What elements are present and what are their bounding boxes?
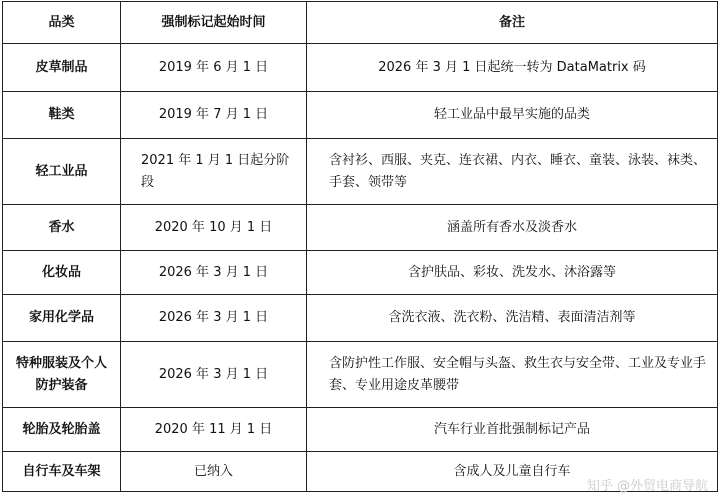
category-cell: 化妆品 — [3, 251, 121, 295]
table-row — [3, 342, 718, 408]
note-cell: 含护肤品、彩妆、洗发水、沐浴露等 — [307, 251, 718, 295]
header-row — [3, 2, 718, 44]
category-cell: 轻工业品 — [3, 139, 121, 205]
header-category: 品类 — [3, 2, 121, 44]
start-time-cell: 已纳入 — [121, 452, 307, 492]
note-cell: 涵盖所有香水及淡香水 — [307, 205, 718, 251]
table-row — [3, 295, 718, 342]
category-cell: 香水 — [3, 205, 121, 251]
start-time-cell: 2026 年 3 月 1 日 — [121, 251, 307, 295]
table-row — [3, 205, 718, 251]
table-row — [3, 408, 718, 452]
category-cell: 家用化学品 — [3, 295, 121, 342]
category-cell: 特种服装及个人防护装备 — [3, 342, 121, 408]
note-cell: 2026 年 3 月 1 日起统一转为 DataMatrix 码 — [307, 44, 718, 92]
table-row — [3, 92, 718, 139]
start-time-cell: 2021 年 1 月 1 日起分阶段 — [121, 139, 307, 205]
category-cell: 鞋类 — [3, 92, 121, 139]
note-cell: 含洗衣液、洗衣粉、洗洁精、表面清洁剂等 — [307, 295, 718, 342]
category-cell: 皮草制品 — [3, 44, 121, 92]
note-cell: 含成人及儿童自行车 — [307, 452, 718, 492]
note-cell: 轻工业品中最早实施的品类 — [307, 92, 718, 139]
note-cell: 汽车行业首批强制标记产品 — [307, 408, 718, 452]
table-row — [3, 139, 718, 205]
note-cell: 含衬衫、西服、夹克、连衣裙、内衣、睡衣、童装、泳装、袜类、手套、领带等 — [307, 139, 718, 205]
table-row — [3, 251, 718, 295]
header-note: 备注 — [307, 2, 718, 44]
table-row — [3, 44, 718, 92]
header-start-time: 强制标记起始时间 — [121, 2, 307, 44]
category-cell: 轮胎及轮胎盖 — [3, 408, 121, 452]
note-cell: 含防护性工作服、安全帽与头盔、救生衣与安全带、工业及专业手套、专业用途皮革腰带 — [307, 342, 718, 408]
start-time-cell: 2020 年 10 月 1 日 — [121, 205, 307, 251]
regulation-table — [2, 1, 718, 492]
start-time-cell: 2020 年 11 月 1 日 — [121, 408, 307, 452]
start-time-cell: 2026 年 3 月 1 日 — [121, 295, 307, 342]
start-time-cell: 2019 年 6 月 1 日 — [121, 44, 307, 92]
watermark-text: 知乎 @外贸电商导航 — [586, 479, 708, 494]
start-time-cell: 2019 年 7 月 1 日 — [121, 92, 307, 139]
category-cell: 自行车及车架 — [3, 452, 121, 492]
start-time-cell: 2026 年 3 月 1 日 — [121, 342, 307, 408]
